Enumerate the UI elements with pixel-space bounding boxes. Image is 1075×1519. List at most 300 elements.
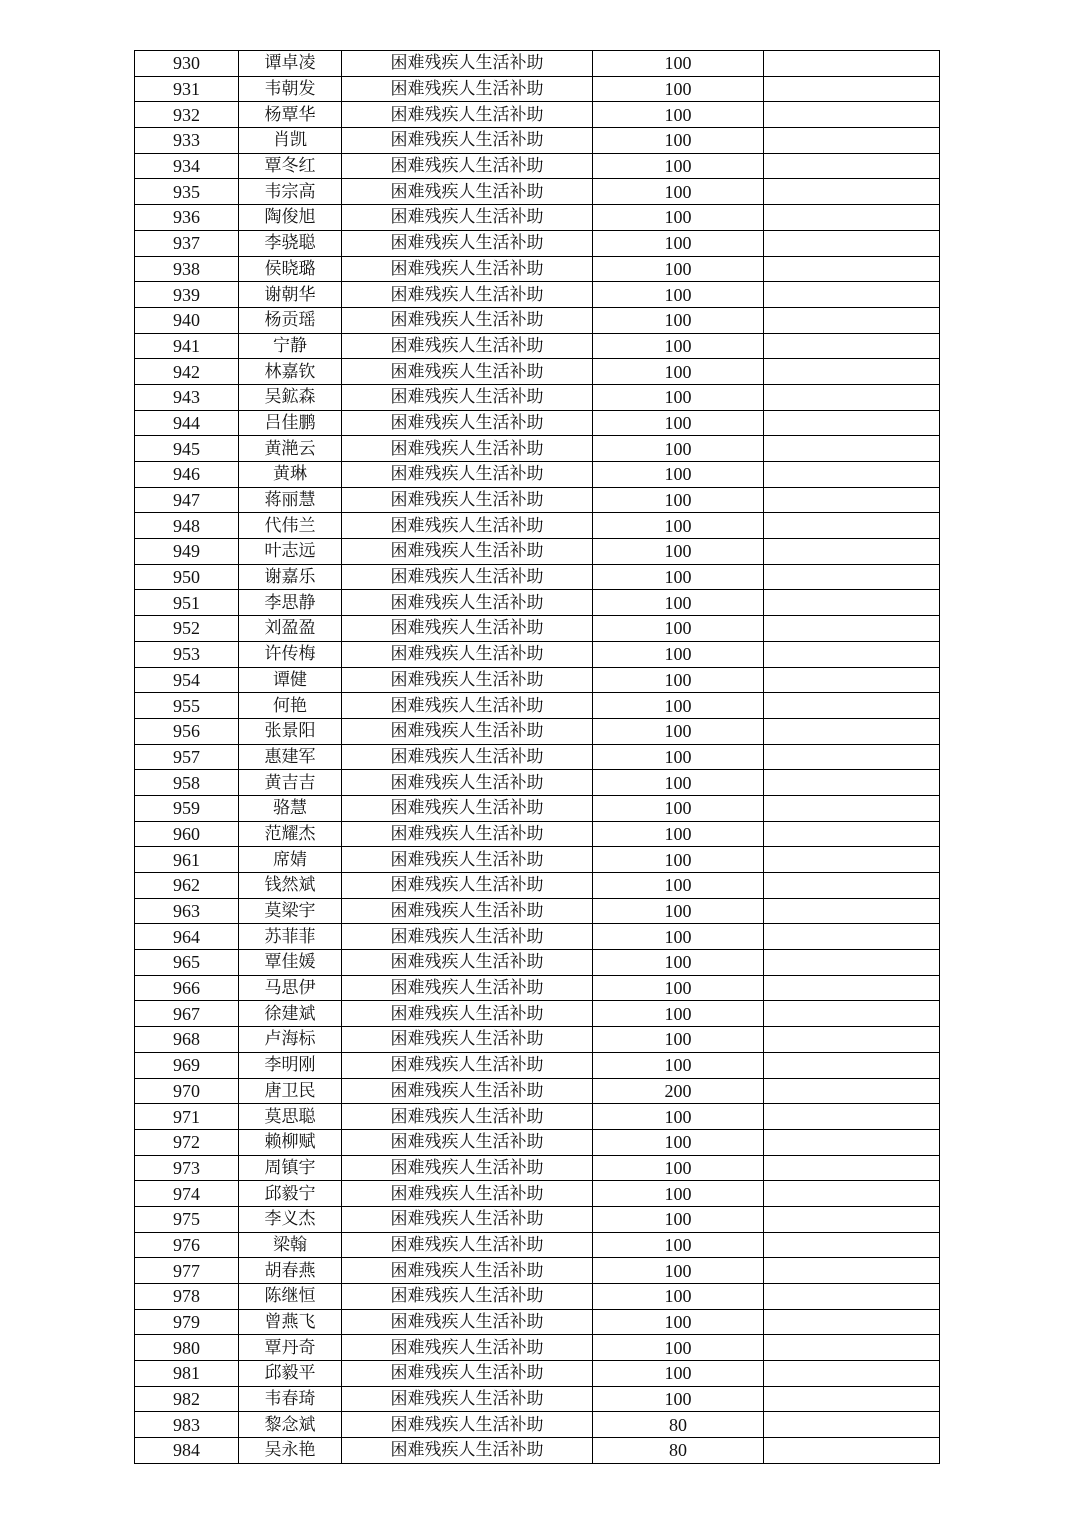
subsidy-type-cell: 困难残疾人生活补助 [342, 847, 593, 873]
recipient-name-cell: 杨覃华 [239, 102, 342, 128]
row-number-cell: 955 [135, 693, 239, 719]
recipient-name-cell: 吴鉱森 [239, 384, 342, 410]
amount-cell: 100 [593, 1104, 764, 1130]
remark-cell [764, 873, 940, 899]
row-number-cell: 951 [135, 590, 239, 616]
remark-cell [764, 205, 940, 231]
amount-cell: 100 [593, 744, 764, 770]
recipient-name-cell: 陈继恒 [239, 1284, 342, 1310]
subsidy-type-cell: 困难残疾人生活补助 [342, 410, 593, 436]
subsidy-type-cell: 困难残疾人生活补助 [342, 282, 593, 308]
row-number-cell: 948 [135, 513, 239, 539]
row-number-cell: 938 [135, 256, 239, 282]
recipient-name-cell: 李骁聪 [239, 230, 342, 256]
recipient-name-cell: 赖柳赋 [239, 1129, 342, 1155]
row-number-cell: 946 [135, 462, 239, 488]
row-number-cell: 941 [135, 333, 239, 359]
amount-cell: 100 [593, 1001, 764, 1027]
recipient-name-cell: 吕佳鹏 [239, 410, 342, 436]
row-number-cell: 945 [135, 436, 239, 462]
subsidy-type-cell: 困难残疾人生活补助 [342, 153, 593, 179]
remark-cell [764, 1078, 940, 1104]
row-number-cell: 983 [135, 1412, 239, 1438]
subsidy-type-cell: 困难残疾人生活补助 [342, 462, 593, 488]
subsidy-type-cell: 困难残疾人生活补助 [342, 179, 593, 205]
amount-cell: 100 [593, 230, 764, 256]
recipient-name-cell: 宁静 [239, 333, 342, 359]
amount-cell: 100 [593, 205, 764, 231]
remark-cell [764, 1027, 940, 1053]
subsidy-type-cell: 困难残疾人生活补助 [342, 744, 593, 770]
table-row [135, 51, 940, 77]
amount-cell: 100 [593, 1155, 764, 1181]
table-row [135, 590, 940, 616]
subsidy-type-cell: 困难残疾人生活补助 [342, 873, 593, 899]
table-row [135, 1104, 940, 1130]
remark-cell [764, 179, 940, 205]
table-row [135, 102, 940, 128]
row-number-cell: 932 [135, 102, 239, 128]
recipient-name-cell: 邱毅平 [239, 1361, 342, 1387]
amount-cell: 100 [593, 616, 764, 642]
recipient-name-cell: 肖凯 [239, 128, 342, 154]
subsidy-type-cell: 困难残疾人生活补助 [342, 564, 593, 590]
row-number-cell: 982 [135, 1386, 239, 1412]
recipient-name-cell: 席婧 [239, 847, 342, 873]
subsidy-type-cell: 困难残疾人生活补助 [342, 128, 593, 154]
table-row [135, 539, 940, 565]
amount-cell: 100 [593, 924, 764, 950]
row-number-cell: 933 [135, 128, 239, 154]
row-number-cell: 962 [135, 873, 239, 899]
subsidy-list-sheet [134, 50, 940, 1464]
recipient-name-cell: 梁翰 [239, 1232, 342, 1258]
amount-cell: 100 [593, 718, 764, 744]
recipient-name-cell: 谭卓凌 [239, 51, 342, 77]
amount-cell: 100 [593, 1027, 764, 1053]
recipient-name-cell: 蒋丽慧 [239, 487, 342, 513]
row-number-cell: 936 [135, 205, 239, 231]
recipient-name-cell: 卢海标 [239, 1027, 342, 1053]
recipient-name-cell: 马思伊 [239, 975, 342, 1001]
table-row [135, 667, 940, 693]
subsidy-type-cell: 困难残疾人生活补助 [342, 51, 593, 77]
table-row [135, 410, 940, 436]
amount-cell: 100 [593, 770, 764, 796]
recipient-name-cell: 叶志远 [239, 539, 342, 565]
row-number-cell: 956 [135, 718, 239, 744]
recipient-name-cell: 周镇宇 [239, 1155, 342, 1181]
remark-cell [764, 1155, 940, 1181]
subsidy-type-cell: 困难残疾人生活补助 [342, 359, 593, 385]
remark-cell [764, 975, 940, 1001]
amount-cell: 100 [593, 128, 764, 154]
subsidy-type-cell: 困难残疾人生活补助 [342, 950, 593, 976]
table-row [135, 744, 940, 770]
row-number-cell: 949 [135, 539, 239, 565]
recipient-name-cell: 李思静 [239, 590, 342, 616]
subsidy-type-cell: 困难残疾人生活补助 [342, 205, 593, 231]
row-number-cell: 942 [135, 359, 239, 385]
amount-cell: 100 [593, 256, 764, 282]
table-row [135, 230, 940, 256]
subsidy-type-cell: 困难残疾人生活补助 [342, 667, 593, 693]
recipient-name-cell: 苏菲菲 [239, 924, 342, 950]
remark-cell [764, 462, 940, 488]
amount-cell: 100 [593, 410, 764, 436]
amount-cell: 80 [593, 1412, 764, 1438]
remark-cell [764, 76, 940, 102]
table-row [135, 1206, 940, 1232]
table-row [135, 1412, 940, 1438]
row-number-cell: 979 [135, 1309, 239, 1335]
table-row [135, 1155, 940, 1181]
remark-cell [764, 821, 940, 847]
recipient-name-cell: 杨贡瑶 [239, 307, 342, 333]
subsidy-type-cell: 困难残疾人生活补助 [342, 384, 593, 410]
amount-cell: 100 [593, 487, 764, 513]
table-row [135, 282, 940, 308]
amount-cell: 100 [593, 179, 764, 205]
remark-cell [764, 950, 940, 976]
amount-cell: 100 [593, 590, 764, 616]
amount-cell: 100 [593, 1129, 764, 1155]
remark-cell [764, 51, 940, 77]
amount-cell: 100 [593, 898, 764, 924]
table-row [135, 1027, 940, 1053]
table-row [135, 1361, 940, 1387]
subsidy-type-cell: 困难残疾人生活补助 [342, 1104, 593, 1130]
remark-cell [764, 153, 940, 179]
row-number-cell: 972 [135, 1129, 239, 1155]
remark-cell [764, 564, 940, 590]
remark-cell [764, 898, 940, 924]
amount-cell: 100 [593, 821, 764, 847]
remark-cell [764, 359, 940, 385]
table-row [135, 641, 940, 667]
row-number-cell: 934 [135, 153, 239, 179]
row-number-cell: 944 [135, 410, 239, 436]
table-row [135, 1129, 940, 1155]
amount-cell: 100 [593, 359, 764, 385]
table-row [135, 718, 940, 744]
row-number-cell: 957 [135, 744, 239, 770]
amount-cell: 100 [593, 539, 764, 565]
row-number-cell: 976 [135, 1232, 239, 1258]
subsidy-type-cell: 困难残疾人生活补助 [342, 1232, 593, 1258]
row-number-cell: 947 [135, 487, 239, 513]
row-number-cell: 971 [135, 1104, 239, 1130]
table-row [135, 128, 940, 154]
amount-cell: 100 [593, 795, 764, 821]
recipient-name-cell: 徐建斌 [239, 1001, 342, 1027]
table-row [135, 384, 940, 410]
row-number-cell: 954 [135, 667, 239, 693]
remark-cell [764, 924, 940, 950]
remark-cell [764, 102, 940, 128]
table-row [135, 795, 940, 821]
table-row [135, 616, 940, 642]
table-row [135, 975, 940, 1001]
table-row [135, 1181, 940, 1207]
recipient-name-cell: 覃丹奇 [239, 1335, 342, 1361]
recipient-name-cell: 张景阳 [239, 718, 342, 744]
remark-cell [764, 718, 940, 744]
table-row [135, 924, 940, 950]
row-number-cell: 959 [135, 795, 239, 821]
subsidy-type-cell: 困难残疾人生活补助 [342, 487, 593, 513]
table-row [135, 1001, 940, 1027]
subsidy-type-cell: 困难残疾人生活补助 [342, 102, 593, 128]
subsidy-type-cell: 困难残疾人生活补助 [342, 795, 593, 821]
amount-cell: 100 [593, 641, 764, 667]
subsidy-type-cell: 困难残疾人生活补助 [342, 1386, 593, 1412]
row-number-cell: 970 [135, 1078, 239, 1104]
row-number-cell: 967 [135, 1001, 239, 1027]
recipient-name-cell: 黄吉吉 [239, 770, 342, 796]
table-row [135, 205, 940, 231]
subsidy-type-cell: 困难残疾人生活补助 [342, 616, 593, 642]
subsidy-type-cell: 困难残疾人生活补助 [342, 1001, 593, 1027]
row-number-cell: 965 [135, 950, 239, 976]
table-row [135, 873, 940, 899]
subsidy-type-cell: 困难残疾人生活补助 [342, 693, 593, 719]
table-row [135, 436, 940, 462]
amount-cell: 100 [593, 1181, 764, 1207]
remark-cell [764, 693, 940, 719]
recipient-name-cell: 李明刚 [239, 1052, 342, 1078]
recipient-name-cell: 代伟兰 [239, 513, 342, 539]
amount-cell: 100 [593, 1309, 764, 1335]
remark-cell [764, 770, 940, 796]
subsidy-table-body [135, 51, 940, 1464]
recipient-name-cell: 谢嘉乐 [239, 564, 342, 590]
row-number-cell: 961 [135, 847, 239, 873]
recipient-name-cell: 唐卫民 [239, 1078, 342, 1104]
subsidy-table [134, 50, 940, 1464]
subsidy-type-cell: 困难残疾人生活补助 [342, 590, 593, 616]
table-row [135, 256, 940, 282]
amount-cell: 100 [593, 513, 764, 539]
subsidy-type-cell: 困难残疾人生活补助 [342, 1155, 593, 1181]
table-row [135, 1309, 940, 1335]
recipient-name-cell: 覃冬红 [239, 153, 342, 179]
table-row [135, 76, 940, 102]
table-row [135, 513, 940, 539]
table-row [135, 693, 940, 719]
table-row [135, 307, 940, 333]
subsidy-type-cell: 困难残疾人生活补助 [342, 1027, 593, 1053]
remark-cell [764, 513, 940, 539]
amount-cell: 100 [593, 667, 764, 693]
remark-cell [764, 384, 940, 410]
remark-cell [764, 307, 940, 333]
subsidy-type-cell: 困难残疾人生活补助 [342, 975, 593, 1001]
table-row [135, 1078, 940, 1104]
recipient-name-cell: 韦宗高 [239, 179, 342, 205]
table-row [135, 153, 940, 179]
table-row [135, 1335, 940, 1361]
recipient-name-cell: 谭健 [239, 667, 342, 693]
remark-cell [764, 1335, 940, 1361]
remark-cell [764, 539, 940, 565]
remark-cell [764, 1129, 940, 1155]
amount-cell: 100 [593, 847, 764, 873]
table-row [135, 179, 940, 205]
row-number-cell: 960 [135, 821, 239, 847]
recipient-name-cell: 许传梅 [239, 641, 342, 667]
row-number-cell: 958 [135, 770, 239, 796]
amount-cell: 100 [593, 384, 764, 410]
recipient-name-cell: 黄滟云 [239, 436, 342, 462]
table-row [135, 1052, 940, 1078]
table-row [135, 359, 940, 385]
amount-cell: 100 [593, 51, 764, 77]
subsidy-type-cell: 困难残疾人生活补助 [342, 539, 593, 565]
amount-cell: 100 [593, 102, 764, 128]
remark-cell [764, 847, 940, 873]
remark-cell [764, 795, 940, 821]
subsidy-type-cell: 困难残疾人生活补助 [342, 436, 593, 462]
row-number-cell: 968 [135, 1027, 239, 1053]
amount-cell: 100 [593, 1232, 764, 1258]
recipient-name-cell: 莫梁宇 [239, 898, 342, 924]
row-number-cell: 969 [135, 1052, 239, 1078]
remark-cell [764, 230, 940, 256]
row-number-cell: 953 [135, 641, 239, 667]
recipient-name-cell: 惠建军 [239, 744, 342, 770]
remark-cell [764, 1309, 940, 1335]
row-number-cell: 940 [135, 307, 239, 333]
recipient-name-cell: 谢朝华 [239, 282, 342, 308]
recipient-name-cell: 邱毅宁 [239, 1181, 342, 1207]
row-number-cell: 931 [135, 76, 239, 102]
subsidy-type-cell: 困难残疾人生活补助 [342, 76, 593, 102]
remark-cell [764, 667, 940, 693]
table-row [135, 847, 940, 873]
table-row [135, 1232, 940, 1258]
recipient-name-cell: 林嘉钦 [239, 359, 342, 385]
subsidy-type-cell: 困难残疾人生活补助 [342, 1206, 593, 1232]
amount-cell: 100 [593, 1284, 764, 1310]
remark-cell [764, 1438, 940, 1464]
amount-cell: 100 [593, 282, 764, 308]
amount-cell: 100 [593, 975, 764, 1001]
subsidy-type-cell: 困难残疾人生活补助 [342, 513, 593, 539]
row-number-cell: 935 [135, 179, 239, 205]
subsidy-type-cell: 困难残疾人生活补助 [342, 1412, 593, 1438]
amount-cell: 80 [593, 1438, 764, 1464]
recipient-name-cell: 何艳 [239, 693, 342, 719]
remark-cell [764, 128, 940, 154]
subsidy-type-cell: 困难残疾人生活补助 [342, 924, 593, 950]
remark-cell [764, 1104, 940, 1130]
remark-cell [764, 256, 940, 282]
amount-cell: 100 [593, 1361, 764, 1387]
remark-cell [764, 1052, 940, 1078]
remark-cell [764, 1386, 940, 1412]
row-number-cell: 974 [135, 1181, 239, 1207]
subsidy-type-cell: 困难残疾人生活补助 [342, 898, 593, 924]
remark-cell [764, 1232, 940, 1258]
subsidy-type-cell: 困难残疾人生活补助 [342, 256, 593, 282]
remark-cell [764, 590, 940, 616]
remark-cell [764, 410, 940, 436]
table-row [135, 333, 940, 359]
remark-cell [764, 616, 940, 642]
table-row [135, 462, 940, 488]
subsidy-type-cell: 困难残疾人生活补助 [342, 1309, 593, 1335]
subsidy-type-cell: 困难残疾人生活补助 [342, 821, 593, 847]
subsidy-type-cell: 困难残疾人生活补助 [342, 1438, 593, 1464]
remark-cell [764, 487, 940, 513]
subsidy-type-cell: 困难残疾人生活补助 [342, 1361, 593, 1387]
subsidy-type-cell: 困难残疾人生活补助 [342, 333, 593, 359]
table-row [135, 1386, 940, 1412]
row-number-cell: 939 [135, 282, 239, 308]
recipient-name-cell: 黄琳 [239, 462, 342, 488]
remark-cell [764, 436, 940, 462]
recipient-name-cell: 陶俊旭 [239, 205, 342, 231]
amount-cell: 100 [593, 950, 764, 976]
amount-cell: 100 [593, 333, 764, 359]
remark-cell [764, 333, 940, 359]
recipient-name-cell: 侯晓璐 [239, 256, 342, 282]
recipient-name-cell: 刘盈盈 [239, 616, 342, 642]
amount-cell: 100 [593, 462, 764, 488]
remark-cell [764, 744, 940, 770]
amount-cell: 100 [593, 76, 764, 102]
row-number-cell: 950 [135, 564, 239, 590]
amount-cell: 100 [593, 1386, 764, 1412]
amount-cell: 100 [593, 873, 764, 899]
subsidy-type-cell: 困难残疾人生活补助 [342, 1335, 593, 1361]
recipient-name-cell: 韦朝发 [239, 76, 342, 102]
recipient-name-cell: 范耀杰 [239, 821, 342, 847]
row-number-cell: 981 [135, 1361, 239, 1387]
table-row [135, 564, 940, 590]
table-row [135, 950, 940, 976]
amount-cell: 100 [593, 153, 764, 179]
amount-cell: 200 [593, 1078, 764, 1104]
amount-cell: 100 [593, 436, 764, 462]
recipient-name-cell: 曾燕飞 [239, 1309, 342, 1335]
table-row [135, 821, 940, 847]
table-row [135, 487, 940, 513]
recipient-name-cell: 黎念斌 [239, 1412, 342, 1438]
row-number-cell: 963 [135, 898, 239, 924]
remark-cell [764, 1361, 940, 1387]
row-number-cell: 943 [135, 384, 239, 410]
amount-cell: 100 [593, 1258, 764, 1284]
amount-cell: 100 [593, 693, 764, 719]
recipient-name-cell: 韦春琦 [239, 1386, 342, 1412]
subsidy-type-cell: 困难残疾人生活补助 [342, 1052, 593, 1078]
subsidy-type-cell: 困难残疾人生活补助 [342, 1258, 593, 1284]
subsidy-type-cell: 困难残疾人生活补助 [342, 770, 593, 796]
remark-cell [764, 1258, 940, 1284]
table-row [135, 898, 940, 924]
row-number-cell: 973 [135, 1155, 239, 1181]
amount-cell: 100 [593, 1052, 764, 1078]
table-row [135, 1258, 940, 1284]
recipient-name-cell: 莫思聪 [239, 1104, 342, 1130]
recipient-name-cell: 胡春燕 [239, 1258, 342, 1284]
subsidy-type-cell: 困难残疾人生活补助 [342, 307, 593, 333]
recipient-name-cell: 骆慧 [239, 795, 342, 821]
row-number-cell: 966 [135, 975, 239, 1001]
amount-cell: 100 [593, 564, 764, 590]
